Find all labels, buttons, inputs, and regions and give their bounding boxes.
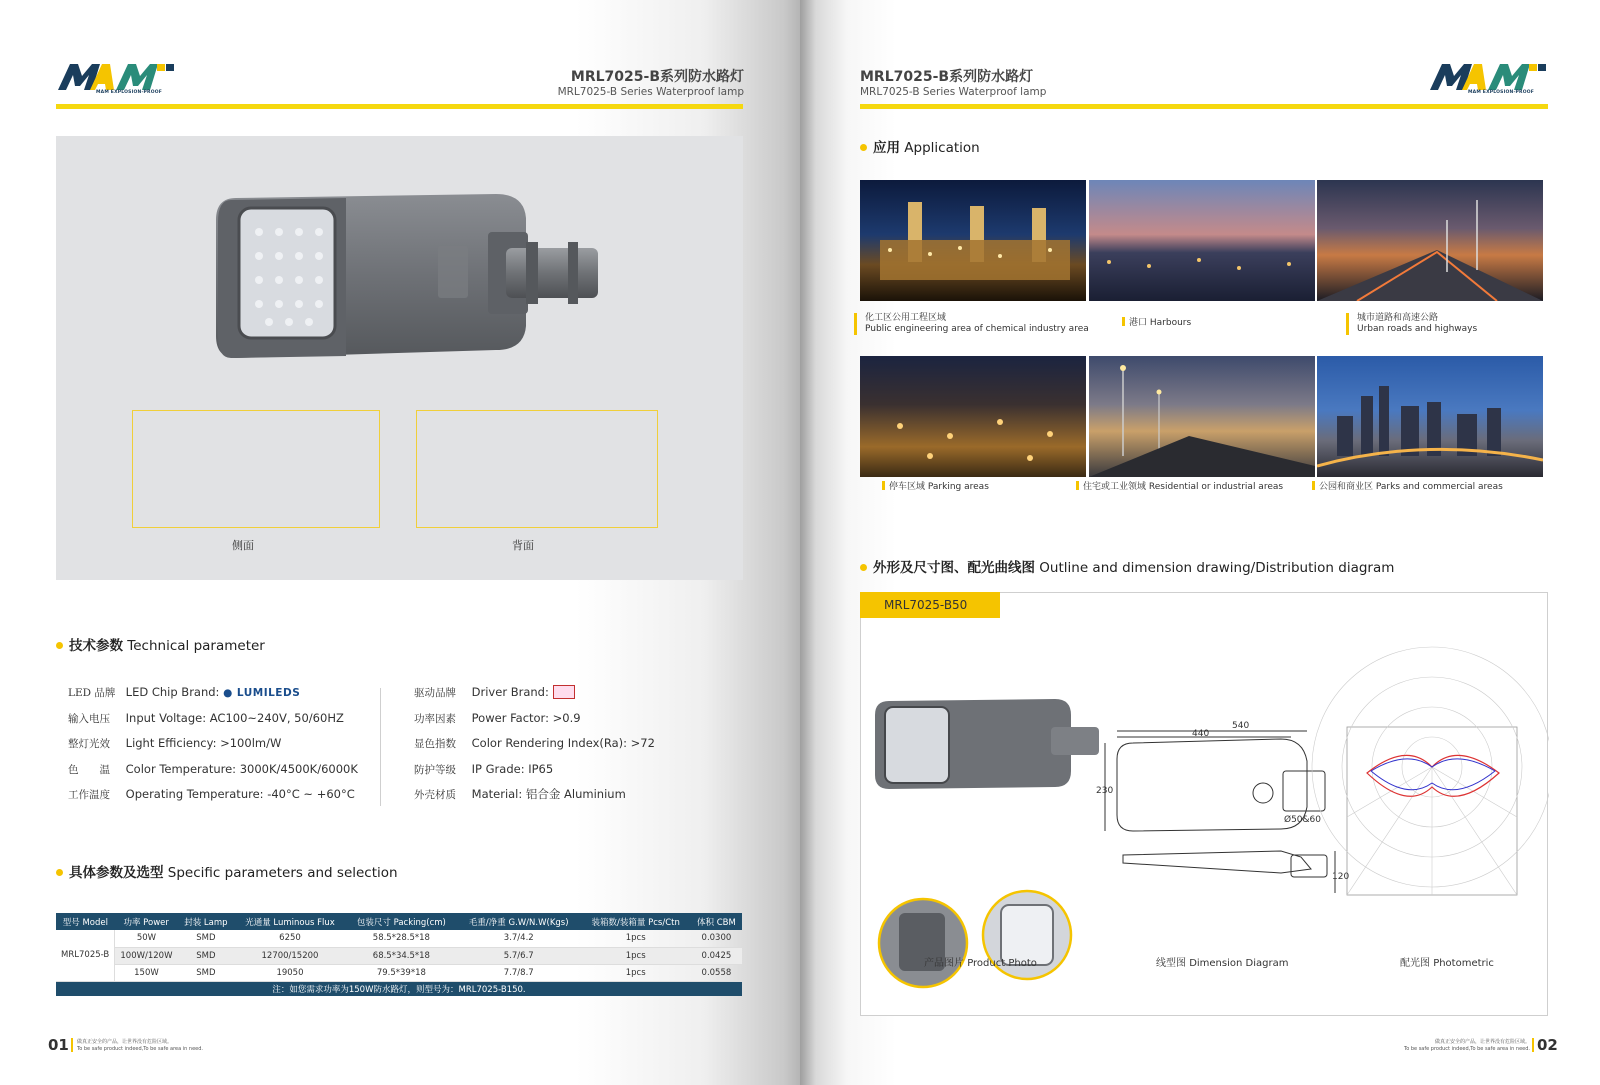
photo-highway bbox=[1317, 180, 1543, 301]
dim-width-inner: 440 bbox=[1192, 729, 1210, 739]
table-cell: 5.7/6.7 bbox=[457, 947, 581, 964]
table-cell: 3.7/4.2 bbox=[457, 930, 581, 947]
bullet-dot-icon bbox=[56, 642, 63, 649]
col-header: 封装 Lamp bbox=[178, 913, 235, 930]
brand-logo bbox=[56, 60, 176, 100]
dimension-diagram-box bbox=[860, 592, 1548, 1016]
right-header-title bbox=[860, 70, 1046, 98]
param-row: 工作温度 Operating Temperature: -40°C ~ +60°C bbox=[68, 787, 355, 801]
mam-logo-icon bbox=[1428, 60, 1548, 92]
param-row: 显色指数 Color Rendering Index(Ra): >72 bbox=[414, 736, 655, 750]
product-image-panel bbox=[56, 136, 743, 580]
param-row: 驱动品牌 Driver Brand: bbox=[414, 680, 655, 706]
param-row: 功率因素 Power Factor: >0.9 bbox=[414, 710, 581, 725]
header-title-en: MRL7025-B Series Waterproof lamp bbox=[860, 86, 1047, 98]
footer-slogan-right: 做真正安全的产品，让世界没有危险区域。 To be safe product indeed,To be safe area in need. bbox=[1404, 1039, 1531, 1052]
tech-param-list-right bbox=[414, 680, 655, 808]
dim-height: 230 bbox=[1096, 786, 1114, 796]
table-cell: 1pcs bbox=[581, 964, 691, 981]
table-row bbox=[56, 930, 742, 947]
caption-harbours: 港口 Harbours bbox=[1122, 318, 1191, 329]
table-row bbox=[56, 964, 742, 981]
photo-parks bbox=[1317, 356, 1543, 477]
table-header-row bbox=[56, 913, 742, 930]
application-title: 应用 Application bbox=[860, 136, 980, 156]
residential-image bbox=[1089, 356, 1315, 477]
logo-subtitle: MAM EXPLOSION-PROOF bbox=[96, 90, 163, 95]
page-number-right: 02 bbox=[1537, 1036, 1558, 1054]
table-cell: 0.0558 bbox=[691, 964, 742, 981]
col-header: 光通量 Luminous Flux bbox=[234, 913, 346, 930]
caption-product-photo: 产品图片 Product Photo bbox=[924, 958, 1037, 969]
caption-residential: 住宅或工业领域 Residential or industrial areas bbox=[1076, 482, 1283, 493]
table-cell: 1pcs bbox=[581, 930, 691, 947]
spec-table bbox=[56, 913, 742, 996]
bullet-dot-icon bbox=[860, 564, 867, 571]
param-row: 输入电压 Input Voltage: AC100~240V, 50/60HZ bbox=[68, 710, 344, 725]
table-cell: 12700/15200 bbox=[234, 947, 346, 964]
spec-title: 具体参数及选型 Specific parameters and selection bbox=[56, 861, 398, 881]
tech-param-title: 技术参数 Technical parameter bbox=[56, 634, 265, 654]
caption-parks: 公园和商业区 Parks and commercial areas bbox=[1312, 482, 1503, 493]
param-row: 防护等级 IP Grade: IP65 bbox=[414, 761, 554, 776]
caption-parking: 停车区域 Parking areas bbox=[882, 482, 989, 493]
header-title-en: MRL7025-B Series Waterproof lamp bbox=[557, 86, 744, 98]
caption-photometric: 配光图 Photometric bbox=[1400, 958, 1494, 969]
outline-title: 外形及尺寸图、配光曲线图 Outline and dimension drawing/Distribution diagram bbox=[860, 556, 1394, 576]
lumileds-logo: ● LUMILEDS bbox=[223, 687, 301, 699]
param-row: 整灯光效 Light Efficiency: >100lm/W bbox=[68, 736, 282, 750]
table-note-row bbox=[56, 981, 742, 996]
model-cell: MRL7025-B bbox=[56, 930, 115, 981]
meanwell-logo-icon bbox=[553, 685, 575, 699]
col-header: 型号 Model bbox=[56, 913, 115, 930]
photo-parking bbox=[860, 356, 1086, 477]
side-view-caption: 侧面 bbox=[232, 539, 254, 552]
table-cell: SMD bbox=[178, 964, 235, 981]
table-cell: 150W bbox=[115, 964, 178, 981]
highway-image bbox=[1317, 180, 1543, 301]
caption-chemical-area: 化工区公用工程区域 Public engineering area of chemical industry area bbox=[854, 313, 1089, 335]
bullet-dot-icon bbox=[56, 869, 63, 876]
dim-thickness: 120 bbox=[1332, 872, 1350, 882]
parking-image bbox=[860, 356, 1086, 477]
table-cell: SMD bbox=[178, 947, 235, 964]
photo-chemical-plant bbox=[860, 180, 1086, 301]
table-cell: 79.5*39*18 bbox=[346, 964, 457, 981]
photo-residential bbox=[1089, 356, 1315, 477]
param-divider bbox=[380, 688, 381, 806]
table-cell: 100W/120W bbox=[115, 947, 178, 964]
caption-dimension-diagram: 线型图 Dimension Diagram bbox=[1156, 958, 1289, 969]
bullet-dot-icon bbox=[860, 144, 867, 151]
photo-harbour bbox=[1089, 180, 1315, 301]
header-rule bbox=[56, 104, 743, 109]
table-cell: SMD bbox=[178, 930, 235, 947]
back-view-frame bbox=[416, 410, 658, 528]
dim-diameter: Ø50&60 bbox=[1284, 815, 1322, 825]
back-view-caption: 背面 bbox=[512, 539, 534, 552]
col-header: 体积 CBM bbox=[691, 913, 742, 930]
table-cell: 0.0425 bbox=[691, 947, 742, 964]
param-row: LED 品牌 LED Chip Brand: ● LUMILEDS bbox=[68, 685, 301, 699]
table-cell: 50W bbox=[115, 930, 178, 947]
page-marker bbox=[71, 1038, 73, 1052]
table-cell: 1pcs bbox=[581, 947, 691, 964]
caption-urban-roads: 城市道路和高速公路 Urban roads and highways bbox=[1346, 313, 1477, 335]
page-marker bbox=[1532, 1038, 1534, 1052]
table-note: 注：如您需求功率为150W防水路灯，则型号为：MRL7025-B150. bbox=[56, 981, 742, 996]
logo-subtitle: MAM EXPLOSION-PROOF bbox=[1468, 90, 1535, 95]
table-cell: 6250 bbox=[234, 930, 346, 947]
col-header: 装箱数/装箱量 Pcs/Ctn bbox=[581, 913, 691, 930]
tech-param-list-left bbox=[68, 680, 358, 808]
harbour-image bbox=[1089, 180, 1315, 301]
header-title-cn: MRL7025-B系列防水路灯 bbox=[570, 69, 744, 85]
table-cell: 0.0300 bbox=[691, 930, 742, 947]
footer-slogan-left: 做真正安全的产品，让世界没有危险区域。 To be safe product indeed,To be safe area in need. bbox=[77, 1039, 204, 1052]
table-cell: 19050 bbox=[234, 964, 346, 981]
city-skyline-image bbox=[1317, 356, 1543, 477]
col-header: 包装尺寸 Packing(cm) bbox=[346, 913, 457, 930]
mam-logo-icon bbox=[56, 60, 176, 92]
model-tag: MRL7025-B50 bbox=[860, 592, 1000, 618]
brand-logo bbox=[1428, 60, 1548, 100]
table-cell: 7.7/8.7 bbox=[457, 964, 581, 981]
header-title-cn: MRL7025-B系列防水路灯 bbox=[860, 69, 1034, 85]
table-row bbox=[56, 947, 742, 964]
table-cell: 68.5*34.5*18 bbox=[346, 947, 457, 964]
col-header: 毛重/净重 G.W/N.W(Kgs) bbox=[457, 913, 581, 930]
page-number-left: 01 bbox=[48, 1036, 69, 1054]
param-row: 色 温 Color Temperature: 3000K/4500K/6000K bbox=[68, 761, 358, 776]
col-header: 功率 Power bbox=[115, 913, 178, 930]
side-view-frame bbox=[132, 410, 380, 528]
dim-width-outer: 540 bbox=[1232, 721, 1250, 731]
chemical-plant-image bbox=[860, 180, 1086, 301]
header-rule bbox=[860, 104, 1548, 109]
param-row: 外壳材质 Material: 铝合金 Aluminium bbox=[414, 787, 626, 801]
table-cell: 58.5*28.5*18 bbox=[346, 930, 457, 947]
left-header-title bbox=[558, 70, 744, 98]
